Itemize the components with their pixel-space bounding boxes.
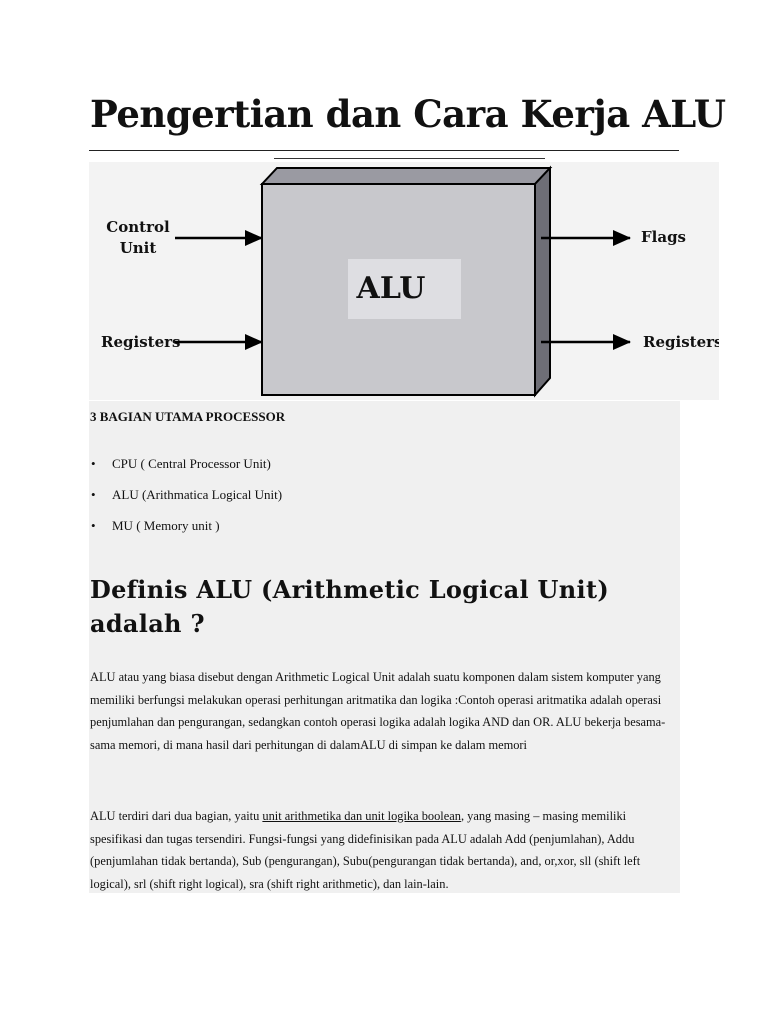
alu-center-label: ALU	[356, 271, 426, 306]
bullet-icon: •	[91, 456, 96, 471]
title-divider	[89, 150, 679, 151]
list-item-text: MU ( Memory unit )	[112, 518, 220, 533]
alu-diagram-svg	[89, 162, 719, 400]
alu-box-side	[535, 168, 550, 395]
image-top-rule	[274, 158, 545, 159]
input-control-label-line1: Control	[106, 218, 170, 236]
list-item-text: CPU ( Central Processor Unit)	[112, 456, 271, 471]
page-title: Pengertian dan Cara Kerja ALU	[90, 92, 726, 136]
output-registers-label: Registers	[643, 333, 719, 351]
processor-parts-label: 3 BAGIAN UTAMA PROCESSOR	[90, 409, 286, 424]
alu-diagram	[89, 162, 719, 400]
paragraph-2-intro: ALU terdiri dari dua bagian, yaitu	[90, 809, 263, 823]
list-item-text: ALU (Arithmatica Logical Unit)	[112, 487, 283, 502]
boolean-unit-link[interactable]: unit arithmetika dan unit logika boolean	[262, 809, 461, 823]
output-flags-label: Flags	[641, 228, 686, 246]
list-item	[89, 517, 282, 548]
definition-paragraph-2	[90, 805, 678, 895]
input-control-label-line2: Unit	[119, 239, 157, 257]
alu-box-top	[262, 168, 550, 184]
list-item	[89, 455, 282, 486]
bullet-icon: •	[91, 518, 96, 533]
input-registers-label: Registers	[101, 333, 181, 351]
definition-heading: Definis ALU (Arithmetic Logical Unit) adalah ?	[90, 575, 609, 638]
definition-paragraph-1: ALU atau yang biasa disebut dengan Arithmetic Logical Unit adalah suatu komponen dalam sistem komputer yang memiliki berfungsi melakukan operasi perhitungan aritmatika dan logika :Contoh operasi aritmatika adalah operasi penjumlahan dan pengurangan, sedangkan contoh operasi logika adalah logika AND dan OR. ALU bekerja besama-sama memori, di mana hasil dari perhitungan di dalamALU di simpan ke dalam memori	[90, 670, 666, 752]
bullet-icon: •	[91, 487, 96, 502]
list-item	[89, 486, 282, 517]
processor-parts-list	[89, 455, 282, 548]
article-content	[89, 401, 680, 893]
paragraph-2-rest: , yang masing – masing memiliki spesifikasi dan tugas tersendiri. Fungsi-fungsi yang didefinisikan pada ALU adalah Add (penjumlahan), Addu (penjumlahan tidak bertanda), Sub (pengurangan), Subu(pengurangan tidak bertanda), and, or,xor, sll (shift left logical), srl (shift right logical), sra (shift right arithmetic), dan lain-lain.	[90, 809, 641, 891]
